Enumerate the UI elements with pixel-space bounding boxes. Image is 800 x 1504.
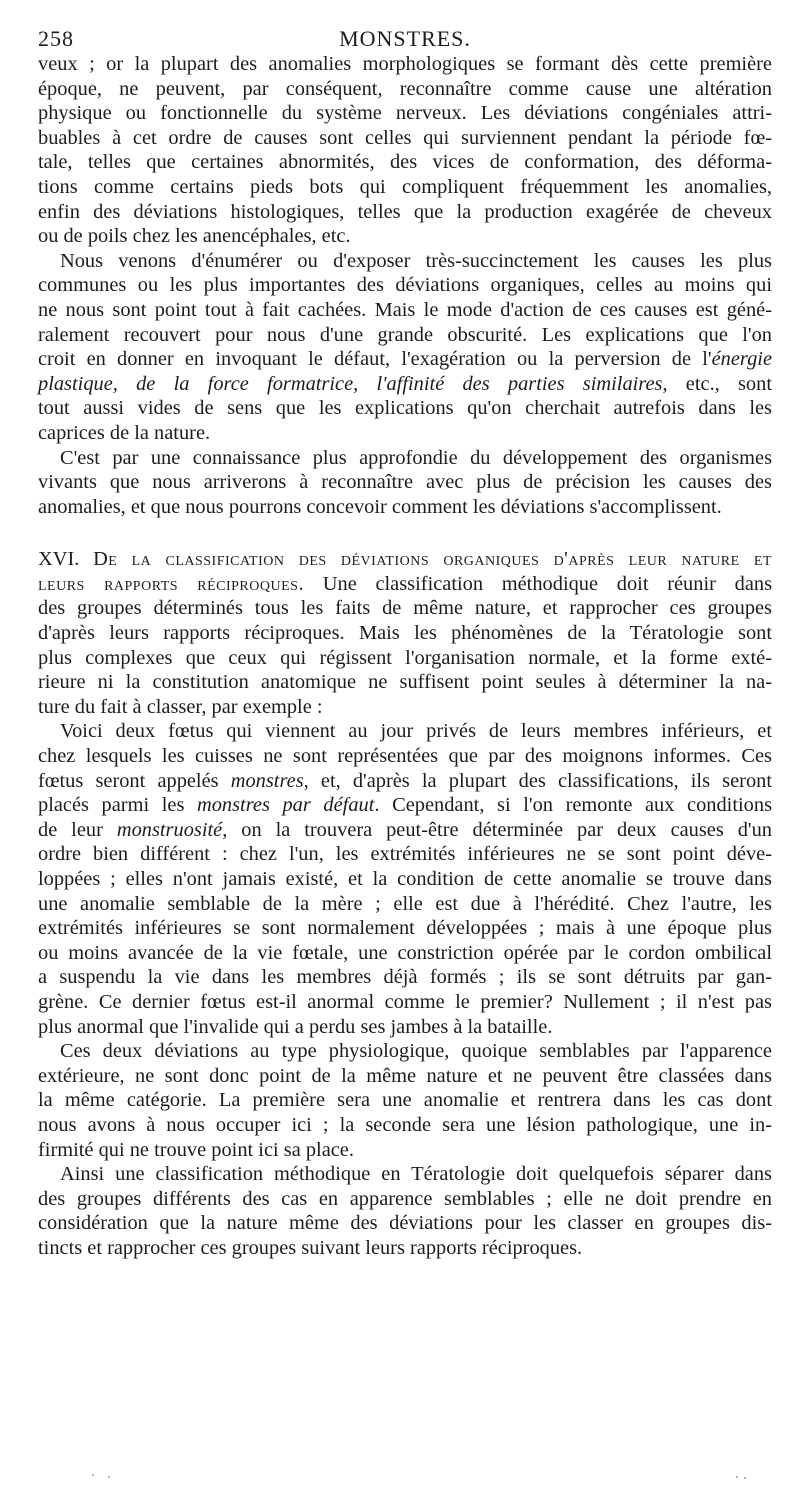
text-fragment: croit en donner en invoquant le défaut, l'exagération ou la perversion de l'	[38, 348, 712, 371]
text-line: Voici deux fœtus qui viennent au jour privés de leurs membres inférieurs, et	[60, 720, 772, 743]
emphasis-text: monstres par défaut	[197, 794, 375, 817]
scan-speck	[736, 1476, 738, 1478]
paragraph	[38, 596, 772, 719]
text-line: tincts et rapprocher ces groupes suivant leurs rapports réciproques.	[38, 1236, 583, 1259]
text-line: une anomalie semblable de la mère ; elle est due à l'hérédité. Chez l'autre, les	[38, 892, 772, 915]
text-line: tout aussi vides de sens que les explications qu'on cherchait autrefois dans les	[38, 397, 772, 420]
text-line	[38, 793, 772, 818]
text-line: plus anormal que l'invalide qui a perdu ses jambes à la bataille.	[38, 1015, 553, 1038]
text-line: firmité qui ne trouve point ici sa place.	[38, 1138, 354, 1161]
section-xvi	[38, 547, 772, 1260]
text-line: a suspendu la vie dans les membres déjà formés ; ils se sont détruits par gan-	[38, 966, 772, 989]
page-number: 258	[38, 26, 74, 51]
text-fragment: fœtus seront appelés	[38, 769, 231, 792]
text-line: considération que la nature même des déviations pour les classer en groupes dis-	[38, 1212, 772, 1235]
text-line: extrémités inférieures se sont normalement développées ; mais à une époque plus	[38, 917, 772, 940]
text-line: nous avons à nous occuper ici ; la seconde sera une lésion pathologique, une in-	[38, 1113, 772, 1136]
text-line: caprices de la nature.	[38, 421, 211, 444]
text-line: rieure ni la constitution anatomique ne suffisent point seules à déterminer la na-	[38, 671, 772, 694]
paragraph	[38, 446, 772, 520]
text-line: communes ou les plus importantes des déviations organiques, celles au moins qui	[38, 274, 772, 297]
section-heading: De la classification des déviations organiques d'après leur nature et	[93, 548, 772, 571]
text-line: Nous venons d'énumérer ou d'exposer très-succinctement les causes les plus	[60, 249, 772, 272]
text-fragment: . Cependant, si l'on remonte aux conditions	[374, 794, 773, 817]
text-line: Ainsi une classification méthodique en Tératologie doit quelquefois séparer dans	[60, 1163, 772, 1186]
emphasis-text: énergie	[711, 348, 772, 371]
emphasis-text: plastique, de la force formatrice, l'affinité des parties similaires,	[38, 372, 668, 395]
text-line: tions comme certains pieds bots qui compliquent fréquemment les anomalies,	[38, 175, 772, 198]
scan-specks	[0, 1468, 800, 1488]
paragraph	[38, 249, 772, 446]
text-line: la même catégorie. La première sera une anomalie et rentrera dans les cas dont	[38, 1089, 772, 1112]
paragraph	[38, 52, 772, 249]
running-head	[38, 18, 772, 52]
text-line: ordre bien différent : chez l'un, les extrémités inférieures ne se sont point déve-	[38, 843, 772, 866]
emphasis-text: monstres	[230, 769, 304, 792]
text-fragment: de leur	[38, 818, 117, 841]
section-number: XVI.	[38, 548, 80, 571]
book-page	[38, 18, 772, 1261]
text-line: d'après leurs rapports réciproques. Mais les phénomènes de la Tératologie sont	[38, 622, 772, 645]
text-line: ou moins avancée de la vie fœtale, une constriction opérée par le cordon ombilical	[38, 941, 772, 964]
text-line: époque, ne peuvent, par conséquent, reconnaître comme cause une altération	[38, 77, 772, 100]
text-line: anomalies, et que nous pourrons concevoir comment les déviations s'accomplissent.	[38, 495, 722, 518]
scan-speck	[744, 1477, 746, 1479]
text-line: C'est par une connaissance plus approfondie du développement des organismes	[60, 446, 772, 469]
text-line	[38, 769, 772, 794]
paragraph	[38, 719, 772, 1039]
section-heading: leurs rapports réciproques.	[38, 572, 305, 595]
text-line: grène. Ce dernier fœtus est-il anormal comme le premier? Nullement ; il n'est pas	[38, 990, 772, 1013]
body-text	[38, 52, 772, 1261]
scan-speck	[108, 1476, 110, 1478]
scan-speck	[92, 1474, 94, 1476]
paragraph	[38, 1039, 772, 1162]
text-line: des groupes déterminés tous les faits de même nature, et rapprocher ces groupes	[38, 597, 772, 620]
text-line	[38, 372, 772, 397]
text-line: ne nous sont point tout à fait cachées. Mais le mode d'action de ces causes est géné-	[38, 298, 772, 321]
text-line: Ces deux déviations au type physiologique, quoique semblables par l'apparence	[60, 1040, 772, 1063]
text-line: ralement recouvert pour nous d'une grande obscurité. Les explications que l'on	[38, 323, 772, 346]
text-line	[38, 572, 772, 597]
text-line: loppées ; elles n'ont jamais existé, et la condition de cette anomalie se trouve dans	[38, 868, 772, 890]
text-line: tale, telles que certaines abnormités, des vices de conformation, des déforma-	[38, 151, 772, 174]
text-line: enfin des déviations histologiques, telles que la production exagérée de cheveux	[38, 200, 772, 223]
text-fragment: , et, d'après la plupart des classifications, ils seront	[303, 769, 773, 792]
text-line: chez lesquels les cuisses ne sont représentées que par des moignons informes. Ces	[38, 745, 772, 768]
text-line: ou de poils chez les anencéphales, etc.	[38, 225, 351, 248]
text-line: extérieure, ne sont donc point de la même nature et ne peuvent être classées dans	[38, 1064, 772, 1087]
text-fragment: placés parmi les	[38, 794, 197, 817]
text-line: physique ou fonctionnelle du système nerveux. Les déviations congéniales attri-	[38, 102, 772, 125]
running-title: MONSTRES.	[339, 26, 471, 51]
text-line: vivants que nous arriverons à reconnaître avec plus de précision les causes des	[38, 471, 772, 494]
text-fragment: etc., sont	[667, 372, 772, 395]
text-line	[38, 347, 772, 372]
text-line: plus complexes que ceux qui régissent l'organisation normale, et la forme exté-	[38, 646, 772, 669]
text-fragment: Une classification méthodique doit réunir dans	[304, 572, 773, 595]
text-line: veux ; or la plupart des anomalies morphologiques se formant dès cette première	[38, 53, 772, 75]
text-fragment: , on la trouvera peut-être déterminée par deux causes d'un	[222, 818, 772, 841]
text-line: ture du fait à classer, par exemple :	[38, 695, 323, 718]
text-line	[38, 818, 772, 843]
emphasis-text: monstruosité	[116, 818, 223, 841]
section-heading-line	[38, 547, 772, 572]
text-line: des groupes différents des cas en apparence semblables ; elle ne doit prendre en	[38, 1187, 772, 1210]
paragraph	[38, 1162, 772, 1260]
text-line: buables à cet ordre de causes sont celles qui surviennent pendant la période fœ-	[38, 126, 772, 149]
